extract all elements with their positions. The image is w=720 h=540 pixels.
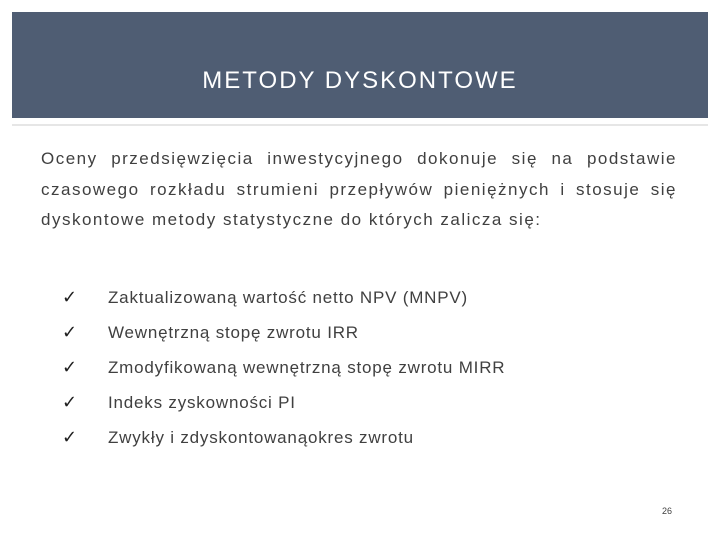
list-item-text: Indeks zyskowności PI [108, 392, 296, 412]
header-divider [12, 124, 708, 126]
list-item [62, 350, 682, 385]
list-item [62, 280, 682, 315]
checkmark-icon: ✓ [62, 287, 78, 308]
list-item-text: Zmodyfikowaną wewnętrzną stopę zwrotu MIRR [108, 357, 506, 377]
slide-title: METODY DYSKONTOWE [202, 67, 518, 94]
checkmark-icon: ✓ [62, 427, 78, 448]
list-item-text: Zwykły i zdyskontowanąokres zwrotu [108, 427, 414, 447]
list-item [62, 315, 682, 350]
methods-list [62, 280, 682, 455]
page-number: 26 [662, 506, 673, 516]
list-item [62, 420, 682, 455]
checkmark-icon: ✓ [62, 322, 78, 343]
list-item [62, 385, 682, 420]
checkmark-icon: ✓ [62, 357, 78, 378]
list-item-text: Wewnętrzną stopę zwrotu IRR [108, 322, 359, 342]
intro-paragraph: Oceny przedsięwzięcia inwestycyjnego dokonuje się na podstawie czasowego rozkładu strumieni przepływów pieniężnych i stosuje się dyskontowe metody statystyczne do których zalicza się: [41, 149, 677, 229]
title-banner [12, 12, 708, 118]
checkmark-icon: ✓ [62, 392, 78, 413]
list-item-text: Zaktualizowaną wartość netto NPV (MNPV) [108, 287, 468, 307]
